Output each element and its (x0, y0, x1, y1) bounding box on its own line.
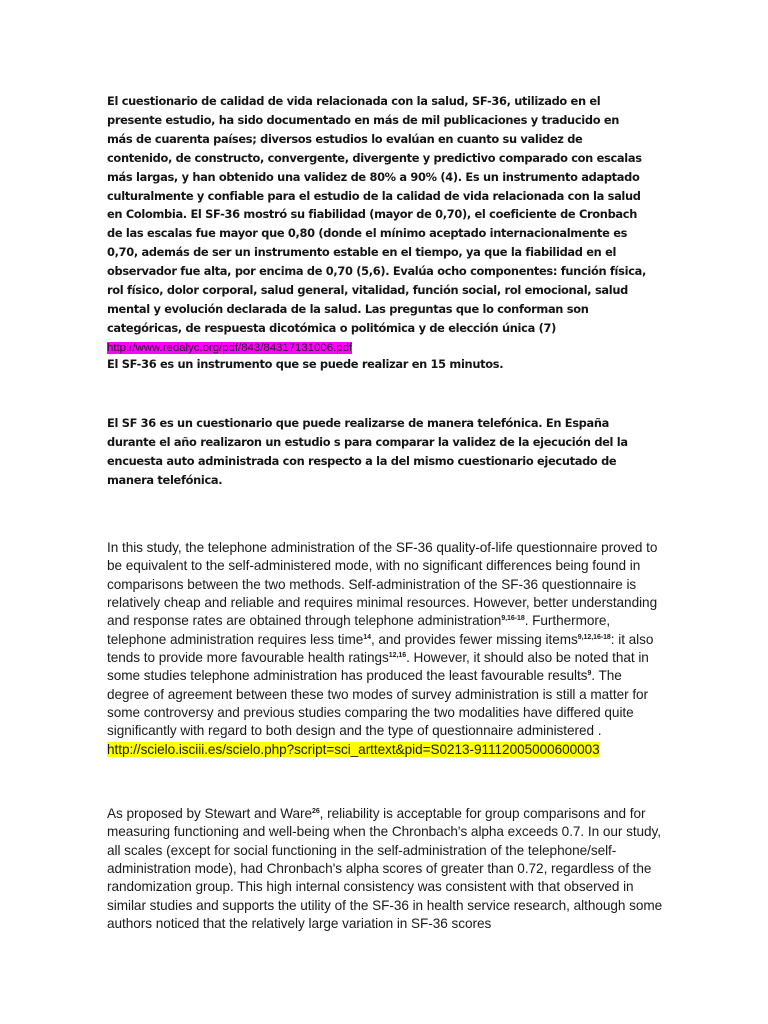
citation-superscript: 9,12,16-18 (577, 633, 611, 641)
citation-superscript: 14 (363, 633, 371, 641)
paragraph-text: . However, it should also be noted that in some studies telephone administration has produced the least favourable results (107, 650, 649, 684)
paragraph-text: In this study, the telephone administration of the SF-36 quality-of-life questionnaire proved to be equivalent to the self-administered mode, with no significant differences being found in comparisons between the two methods. Self-administration of the SF-36 questionnaire is relatively cheap and reliable and requires minimal resources. However, better understanding and response rates are obtained through telephone administration (107, 540, 658, 629)
citation-superscript: 9 (587, 670, 592, 678)
paragraph-sf36-telephone-es (107, 414, 647, 490)
paragraph-sf36-duration-es (107, 355, 647, 374)
paragraph-text: , and provides fewer missing items (370, 631, 578, 647)
paragraph-text: : it also tends to provide more favourable health ratings (107, 631, 654, 666)
paragraph-text: El cuestionario de calidad de vida relacionada con la salud, SF-36, utilizado en el presente estudio, ha sido documentado en más de mil publicaciones y traducido en más de cuarenta países; diversos estudios lo evalúan en cuanto su validez de contenido, de constructo, convergente, divergente y predictivo comparado con escalas más largas, y han obtenido una validez de 80% a 90% (4). Es un instrumento adaptado culturalmente y confiable para el estudio de la calidad de vida relacionada con la salud en Colombia. El SF-36 mostró su fiabilidad (mayor de 0,70), el coeficiente de Cronbach de las escalas fue mayor que 0,80 (donde el mínimo aceptado internacionalmente es 0,70, además de ser un instrumento estable en el tiempo, ya que la fiabilidad en el observador fue alta, por encima de 0,70 (5,6). Evalúa ocho componentes: función física, rol físico, dolor corporal, salud general, vitalidad, función social, rol emocional, salud mental y evolución declarada de la salud. Las preguntas que lo conforman son categóricas, de respuesta dicotómica o politómica y de elección única (7) (107, 94, 646, 335)
scielo-link[interactable]: http://scielo.isciii.es/scielo.php?script=sci_arttext&pid=S0213-91112005000600003 (107, 741, 600, 757)
paragraph-text: . Furthermore, telephone administration requires less time (107, 613, 611, 647)
paragraph-text: El SF-36 es un instrumento que se puede realizar en 15 minutos. (107, 357, 504, 371)
paragraph-sf36-description-es (107, 92, 647, 358)
paragraph-text: As proposed by Stewart and Ware (107, 806, 312, 821)
citation-superscript: 9,16-18 (501, 615, 525, 623)
paragraph-text: El SF 36 es un cuestionario que puede realizarse de manera telefónica. En España durante el año realizaron un estudio s para comparar la validez de la ejecución del la encuesta auto administrada con respecto a la del mismo cuestionario ejecutado de manera telefónica. (107, 416, 628, 487)
paragraph-text: . The degree of agreement between these two modes of survey administration is still a matter for some controversy and previous studies comparing the two modalities have differed quite significantly with regard to both design and the type of questionnaire administered . (107, 668, 649, 739)
paragraph-telephone-administration-en (107, 539, 667, 759)
paragraph-reliability-en (107, 805, 667, 933)
paragraph-text: , reliability is acceptable for group comparisons and for measuring functioning and well-being when the Chronbach's alpha exceeds 0.7. In our study, all scales (except for social functioning in the self-administration of the telephone/self-administration mode), had Chronbach's alpha scores of greater than 0.72, regardless of the randomization group. This high internal consistency was consistent with that observed in similar studies and supports the utility of the SF-36 in health service research, although some authors noticed that the relatively large variation in SF-36 scores (107, 806, 663, 932)
citation-superscript: 12,16 (388, 652, 407, 660)
citation-superscript: 26 (311, 808, 320, 815)
redalyc-link[interactable]: http://www.redalyc.org/pdf/843/84317131006.pdf (107, 341, 353, 354)
